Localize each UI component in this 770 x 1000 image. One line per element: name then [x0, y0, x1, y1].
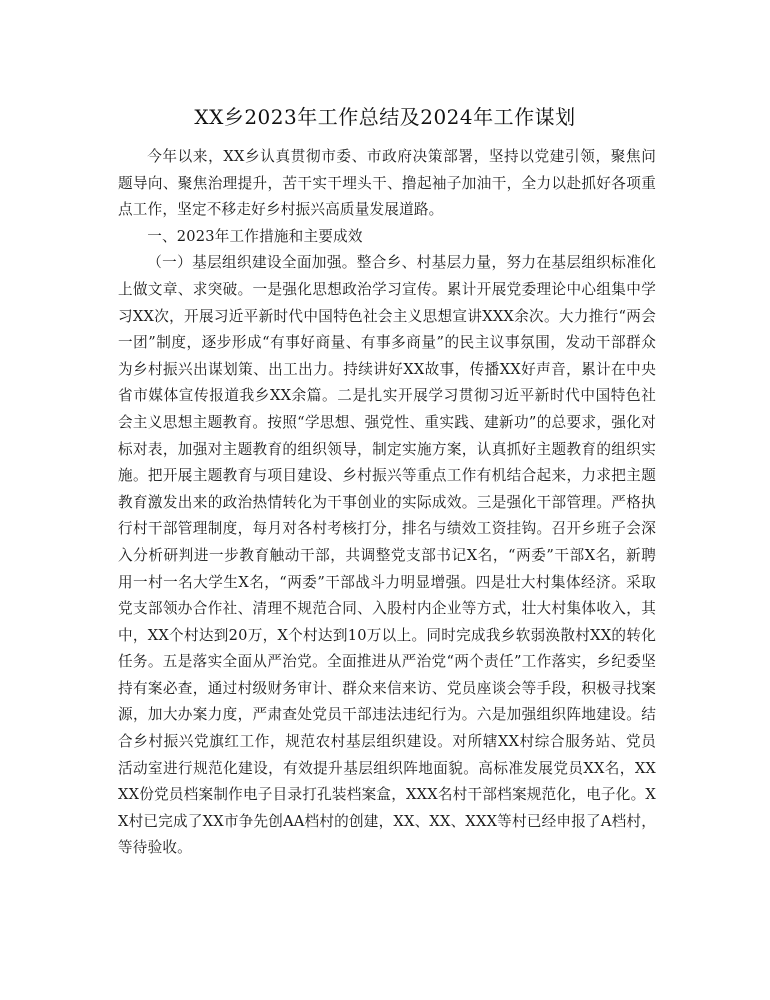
- section-heading: 一、2023年工作措施和主要成效: [147, 227, 363, 245]
- intro-paragraph: 今年以来，XX乡认真贯彻市委、市政府决策部署，坚持以党建引领，聚焦问题导向、聚焦治理提升，苦干实干埋头干、撸起袖子加油干，全力以赴抓好各项重点工作，坚定不移走好乡村振兴高质量发展道路。: [118, 148, 656, 219]
- document-title: XX乡2023年工作总结及2024年工作谋划: [194, 105, 576, 129]
- body-paragraph: （一）基层组织建设全面加强。整合乡、村基层力量，努力在基层组织标准化上做文章、求突破。一是强化思想政治学习宣传。累计开展党委理论中心组集中学习XX次，开展习近平新时代中国特色社会主义思想宣讲XXX余次。大力推行“两会一团”制度，逐步形成“有事好商量、有事多商量”的民主议事氛围，发动干部群众为乡村振兴出谋划策、出工出力。持续讲好XX故事，传播XX好声音，累计在中央省市媒体宣传报道我乡XX余篇。二是扎实开展学习贯彻习近平新时代中国特色社会主义思想主题教育。按照“学思想、强党性、重实践、建新功”的总要求，强化对标对表，加强对主题教育的组织领导，制定实施方案，认真抓好主题教育的组织实施。把开展主题教育与项目建设、乡村振兴等重点工作有机结合起来，力求把主题教育激发出来的政治热情转化为干事创业的实际成效。三是强化干部管理。严格执行村干部管理制度，每月对各村考核打分，排名与绩效工资挂钩。召开乡班子会深入分析研判进一步教育触动干部，共调整党支部书记X名，“两委”干部X名，新聘用一村一名大学生X名，“两委”干部战斗力明显增强。四是壮大村集体经济。采取党支部领办合作社、清理不规范合同、入股村内企业等方式，壮大村集体收入，其中，XX个村达到20万，X个村达到10万以上。同时完成我乡软弱涣散村XX的转化任务。五是落实全面从严治党。全面推进从严治党“两个责任”工作落实，乡纪委坚持有案必查，通过村级财务审计、群众来信来访、党员座谈会等手段，积极寻找案源，加大办案力度，严肃查处党员干部违法违纪行为。六是加强组织阵地建设。结合乡村振兴党旗红工作，规范农村基层组织建设。对所辖XX村综合服务站、党员活动室进行规范化建设，有效提升基层组织阵地面貌。高标准发展党员XX名，XXXX份党员档案制作电子目录打孔装档案盒，XXX名村干部档案规范化，电子化。XX村已完成了XX市争先创AA档村的创建，XX、XX、XXX等村已经申报了A档村，等待验收。: [118, 254, 656, 857]
- document-body: [118, 144, 656, 862]
